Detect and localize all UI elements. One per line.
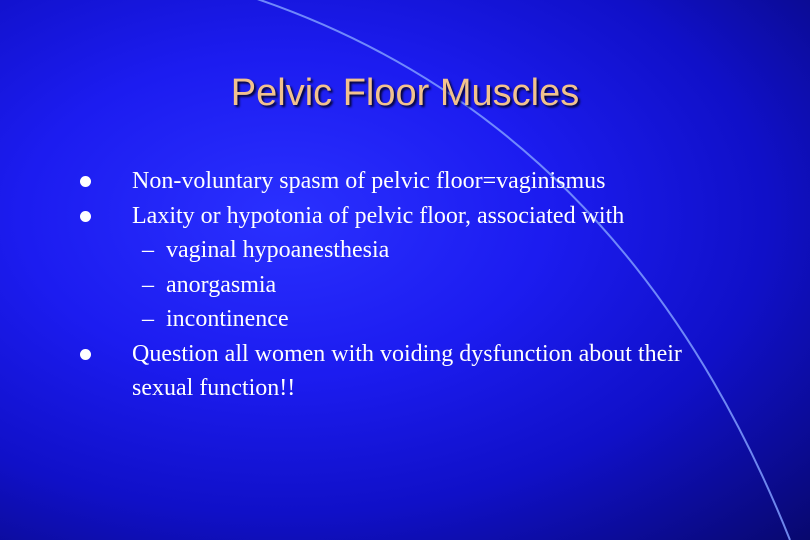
bullet-dot-icon: [80, 211, 91, 222]
sub-bullet-item: [80, 268, 740, 303]
sub-bullet-item: [80, 302, 740, 337]
bullet-dot-icon: [80, 349, 91, 360]
dash-marker: –: [142, 306, 154, 332]
slide-title: Pelvic Floor Muscles: [230, 72, 580, 114]
bullet-text: Non-voluntary spasm of pelvic floor=vaginismus: [132, 168, 606, 194]
sub-bullet-text: incontinence: [166, 306, 289, 332]
bullet-text: Question all women with voiding dysfunction about their sexual function!!: [132, 340, 682, 401]
bullet-dot-icon: [80, 176, 91, 187]
bullet-item: [80, 337, 740, 406]
sub-bullet-text: anorgasmia: [166, 271, 277, 298]
sub-bullet-item: [80, 233, 740, 268]
bullet-list: [80, 164, 740, 406]
sub-bullet-text: vaginal hypoanesthesia: [166, 237, 390, 263]
bullet-item: [80, 164, 740, 199]
dash-marker: –: [142, 271, 154, 298]
bullet-item: [80, 199, 740, 234]
bullet-text: Laxity or hypotonia of pelvic floor, associated with: [132, 202, 625, 229]
dash-marker: –: [142, 237, 154, 263]
